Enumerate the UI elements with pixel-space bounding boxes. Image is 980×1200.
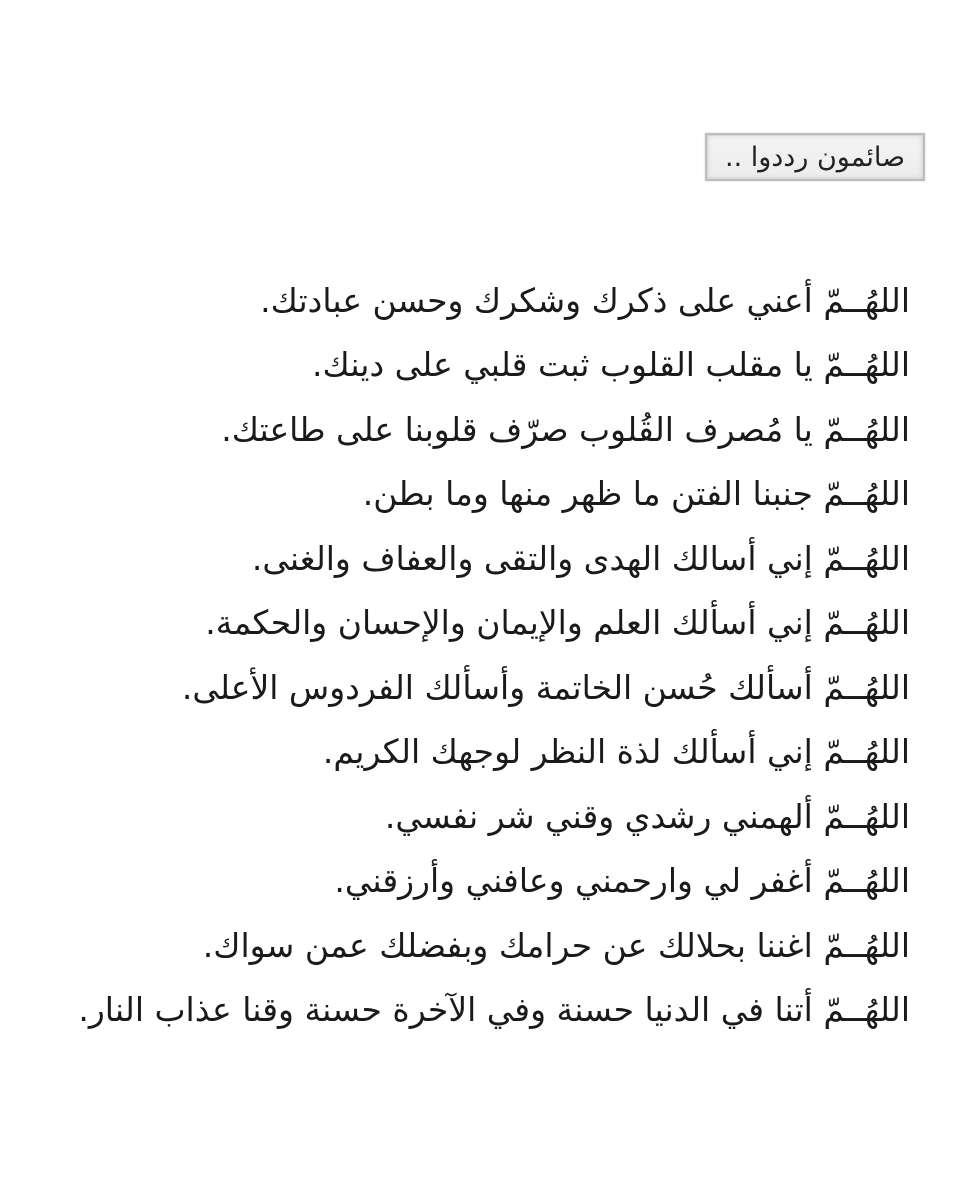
prayer-line: اللهُــمّ إني أسألك العلم والإيمان والإحسان والحكمة. — [205, 603, 910, 643]
title-box — [705, 133, 925, 181]
prayer-line: اللهُــمّ ألهمني رشدي وقني شر نفسي. — [384, 796, 910, 836]
prayer-line: اللهُــمّ جنبنا الفتن ما ظهر منها وما بطن. — [362, 474, 910, 514]
prayer-line: اللهُــمّ أغفر لي وارحمني وعافني وأرزقني. — [334, 861, 910, 901]
prayer-line: اللهُــمّ أسألك حُسن الخاتمة وأسألك الفردوس الأعلى. — [181, 667, 910, 707]
prayer-line: اللهُــمّ إني أسألك لذة النظر لوجهك الكريم. — [322, 732, 910, 772]
page-title: صائمون رددوا .. — [725, 141, 906, 173]
prayer-line: اللهُــمّ يا مُصرف القُلوب صرّف قلوبنا على طاعتك. — [221, 409, 910, 449]
prayer-line: اللهُــمّ اغننا بحلالك عن حرامك وبفضلك عمن سواك. — [202, 925, 910, 965]
prayer-line: اللهُــمّ أعني على ذكرك وشكرك وحسن عبادتك. — [260, 280, 910, 320]
prayer-line: اللهُــمّ يا مقلب القلوب ثبت قلبي على دينك. — [312, 345, 910, 385]
prayer-list — [78, 268, 910, 1042]
prayer-line: اللهُــمّ أتنا في الدنيا حسنة وفي الآخرة حسنة وقنا عذاب النار. — [78, 990, 910, 1030]
prayer-line: اللهُــمّ إني أسالك الهدى والتقى والعفاف والغنى. — [251, 538, 910, 578]
